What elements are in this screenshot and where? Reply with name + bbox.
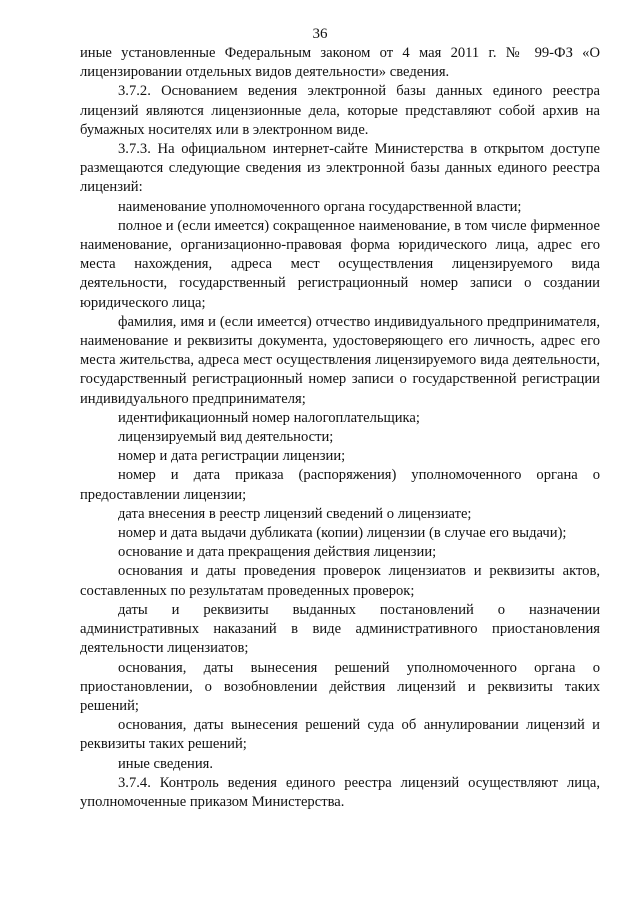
list-item-individual-entrepreneur: фамилия, имя и (если имеется) отчество индивидуального предпринимателя, наименование и реквизиты документа, удостоверяющего его личность, адрес его места жительства, адреса мест осуществления лицензируемого вида деятельности, государственный регистрационный номер записи о государственной регистрации индивидуального предпринимателя; (80, 313, 600, 407)
list-item-registry-entry-date: дата внесения в реестр лицензий сведений о лицензиате; (118, 505, 472, 522)
paragraph-3-7-3: 3.7.3. На официальном интернет-сайте Министерства в открытом доступе размещаются следующие сведения из электронной базы данных единого реестра лицензий: (80, 141, 600, 196)
list-item-order-number: номер и дата приказа (распоряжения) уполномоченного органа о предоставлении лицензии; (80, 467, 600, 503)
paragraph-continuation: иные установленные Федеральным законом от 4 мая 2011 г. № 99-ФЗ «О лицензировании отдельных видов деятельности» сведения. (80, 45, 600, 81)
list-item-license-registration: номер и дата регистрации лицензии; (118, 448, 346, 465)
list-item-administrative-penalties: даты и реквизиты выданных постановлений о назначении административных наказаний в виде административного приостановления деятельности лицензиатов; (80, 601, 600, 657)
list-item-licensed-activity: лицензируемый вид деятельности; (118, 429, 334, 446)
list-item-inspections: основания и даты проведения проверок лицензиатов и реквизиты актов, составленных по результатам проведенных проверок; (80, 563, 600, 599)
page-number: 36 (312, 26, 328, 42)
list-item-court-decisions: основания, даты вынесения решений суда об аннулировании лицензий и реквизиты таких решений; (80, 717, 600, 753)
list-item-suspension-decisions: основания, даты вынесения решений уполномоченного органа о приостановлении, о возобновлении действия лицензий и реквизиты таких решений; (80, 659, 600, 714)
list-item-taxpayer-id: идентификационный номер налогоплательщика; (118, 409, 420, 426)
paragraph-3-7-2: 3.7.2. Основанием ведения электронной базы данных единого реестра лицензий являются лицензионные дела, которые представляют собой архив на бумажных носителях или в электронном виде. (80, 83, 600, 138)
paragraph-3-7-4: 3.7.4. Контроль ведения единого реестра лицензий осуществляют лица, уполномоченные приказом Министерства. (80, 774, 600, 810)
list-item-other: иные сведения. (118, 755, 214, 772)
list-item-termination: основание и дата прекращения действия лицензии; (118, 544, 437, 561)
document-body (80, 44, 600, 812)
list-item-authority-name: наименование уполномоченного органа государственной власти; (118, 198, 522, 215)
list-item-legal-entity: полное и (если имеется) сокращенное наименование, в том числе фирменное наименование, организационно-правовая форма юридического лица, адрес его места нахождения, адреса мест осуществления лицензируемого вида деятельности, государственный регистрационный номер записи о создании юридического лица; (80, 217, 600, 311)
list-item-duplicate: номер и дата выдачи дубликата (копии) лицензии (в случае его выдачи); (118, 525, 567, 542)
